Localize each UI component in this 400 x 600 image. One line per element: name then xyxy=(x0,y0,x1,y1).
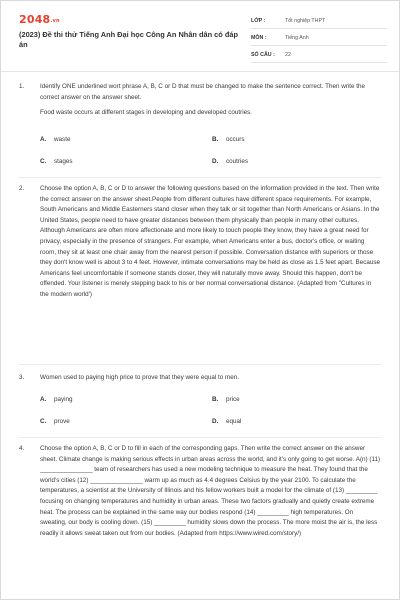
meta-value: Tốt nghiệp THPT xyxy=(285,18,326,24)
option-d[interactable] xyxy=(212,157,248,167)
option-d[interactable] xyxy=(212,417,241,427)
option-a[interactable] xyxy=(40,395,73,405)
question-divider xyxy=(19,437,381,438)
question-number: 2. xyxy=(19,185,25,192)
question-sentence: Women used to paying high price to prove that they were equal to men. xyxy=(40,374,240,381)
question-number: 3. xyxy=(19,374,25,381)
question-4 xyxy=(19,444,381,594)
site-logo[interactable] xyxy=(19,13,60,26)
question-body xyxy=(40,373,381,384)
question-1 xyxy=(19,82,381,162)
option-letter: C. xyxy=(40,418,47,425)
meta-value: Tiếng Anh xyxy=(285,35,309,41)
question-3 xyxy=(19,373,381,387)
option-a[interactable] xyxy=(40,135,70,145)
meta-row-class xyxy=(251,15,387,29)
option-letter: D. xyxy=(212,418,219,425)
option-text: occurs xyxy=(226,136,245,143)
header-divider xyxy=(1,71,399,72)
meta-value: 22 xyxy=(285,52,291,58)
option-c[interactable] xyxy=(40,417,70,427)
logo-domain: .vn xyxy=(50,18,60,24)
question-number: 4. xyxy=(19,445,25,452)
meta-label: MÔN : xyxy=(251,35,267,41)
option-b[interactable] xyxy=(212,135,245,145)
question-body xyxy=(40,444,381,539)
exam-title: (2023) Đề thi thử Tiếng Anh Đại học Công An Nhân dân có đáp án xyxy=(19,30,239,49)
option-letter: A. xyxy=(40,136,47,143)
meta-row-question-count xyxy=(251,49,387,63)
document-header xyxy=(1,1,399,65)
question-body xyxy=(40,82,381,119)
option-text: waste xyxy=(54,136,71,143)
question-divider xyxy=(19,364,381,365)
question-passage: Choose the option A, B, C or D to answer the following questions based on the information provided in the text. Then write the correct answer on the answer sheet.People from different cultures have different space requirements. For example, South Americans and Middle Easterners stand closer when they talk or sit together than North Americans or Asians. In the United States, people need to have greater distances between them physically than people in many other cultures. Although Americans are often more affectionate and more likely to touch people they know, they have a great need for privacy, especially in the presence of strangers. For example, when Americans enter a bus, doctor's office, or waiting room, they sit at least one chair away from the nearest person if possible. Conversation distance with superiors or those they don't know well is about 3 to 4 feet. However, intimate conversations may be held as close as 1.5 feet apart. Because Americans feel uncomfortable if someone stands closer, they will naturally move away. Should this happen, don't be offended. Your listener is merely stepping back to his or her normal conversational distance. (Adapted from "Cultures in the modern world') xyxy=(40,185,381,298)
question-number: 1. xyxy=(19,83,25,90)
question-sentence: Food waste occurs at different stages in developing and developed coutries. xyxy=(40,109,253,117)
logo-text: 2048 xyxy=(19,13,51,26)
meta-row-subject xyxy=(251,32,387,46)
option-text: coutries xyxy=(226,158,249,165)
option-c[interactable] xyxy=(40,157,73,167)
option-letter: A. xyxy=(40,396,47,403)
meta-label: SỐ CÂU : xyxy=(251,52,275,58)
question-body xyxy=(40,184,381,301)
option-text: equal xyxy=(226,418,242,425)
option-b[interactable] xyxy=(212,395,240,405)
option-letter: D. xyxy=(212,158,219,165)
option-text: paying xyxy=(54,396,73,403)
option-letter: B. xyxy=(212,396,219,403)
option-text: stages xyxy=(54,158,73,165)
question-text: Identify ONE underlined wort phrase A, B, C or D that must be changed to make the sentence correct. Then write the correct answer on the answer sheet. xyxy=(40,83,366,101)
meta-label: LỚP : xyxy=(251,18,266,24)
question-passage: Choose the option A, B, C or D to fill in each of the corresponding gaps. Then write the correct answer on the answer sheet. Climate change is making serious effects in urban areas across the world, and it's only going to get worse. A(n) (11) _______________ team of researchers has used a new modeling technique to measure the heat. They found that the world's cities (12) _______________ warm up as much as 4.4 degrees Celsius by the year 2100. To calculate the temperatures, a scientist at the University of Illinois and his fellow workers built a model for the climate of (13) _________ focusing on changing temperatures and humidity in urban areas. These two factors gradually and quietly create extreme heat. The process can be explained in the same way our bodies respond (14) _________ high temperatures. On sweating, our body is cooling down. (15) _________ humidity slows down the process. The more moist the air is, the less readily it allows sweat taken out from our bodies. (Adapted from https://www.wired.com/story/) xyxy=(40,445,381,537)
option-letter: C. xyxy=(40,158,47,165)
option-letter: B. xyxy=(212,136,219,143)
option-text: prove xyxy=(54,418,70,425)
question-divider xyxy=(19,177,381,178)
question-2 xyxy=(19,184,381,362)
exam-meta xyxy=(251,15,387,66)
option-text: price xyxy=(226,396,240,403)
